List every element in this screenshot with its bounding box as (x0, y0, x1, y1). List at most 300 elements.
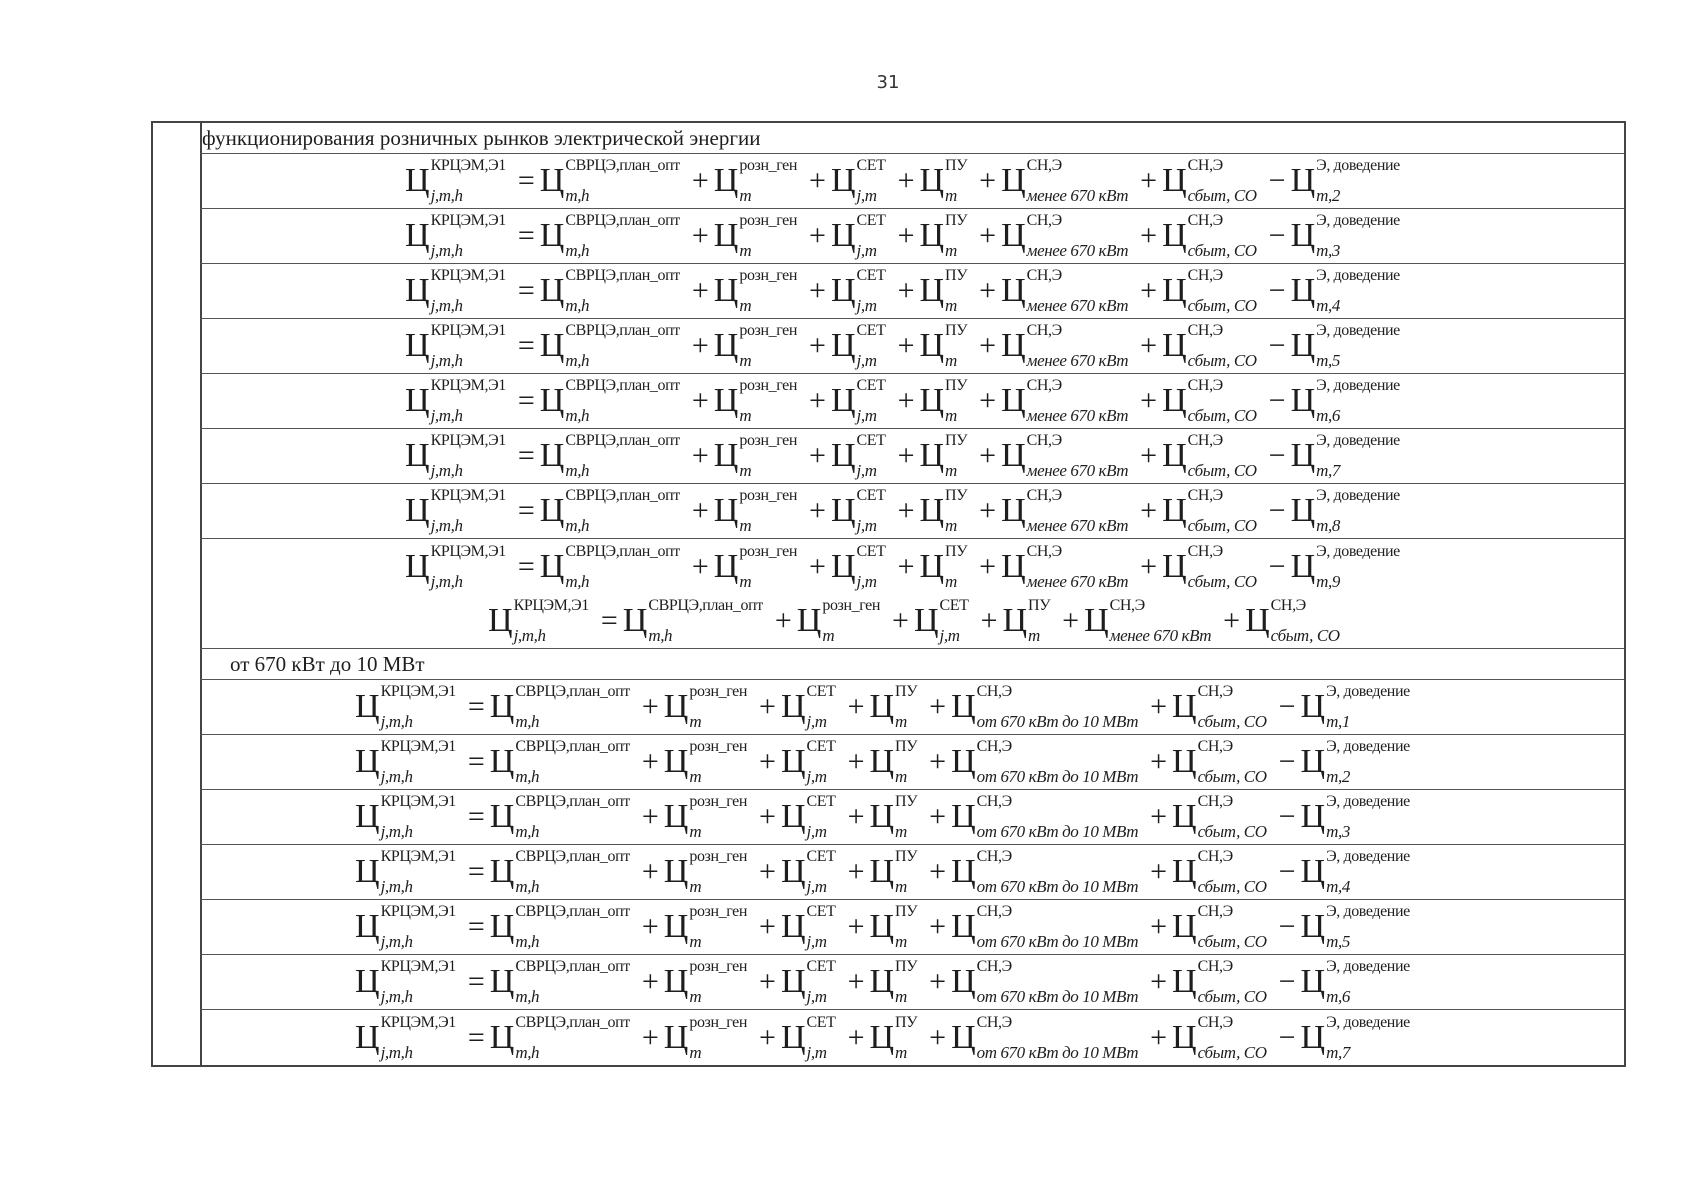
term-superscript: СЕТ (856, 377, 886, 394)
term-subscript: j,m,h (380, 712, 413, 731)
operator: + (929, 690, 947, 723)
term-subscript: m (689, 1042, 702, 1062)
term-subscript: m,h (565, 516, 590, 535)
term-superscript: ПУ (945, 542, 968, 560)
formula-term (781, 849, 836, 895)
formula-term (781, 684, 836, 730)
term-scripts (514, 598, 589, 644)
term-subscript: m,1 (1326, 712, 1350, 731)
formula-term (1162, 433, 1257, 479)
term-subscript: j,m,h (430, 351, 463, 370)
term-superscript: СЕТ (806, 793, 836, 810)
formula-term (405, 268, 506, 314)
term-subscript: m,6 (1326, 987, 1350, 1006)
term-scripts (739, 213, 797, 259)
formula-term (1001, 323, 1128, 369)
term-scripts (1188, 544, 1257, 590)
operator: + (980, 604, 998, 637)
tariff-symbol: Ц (780, 688, 806, 725)
term-subscript: m,2 (1316, 186, 1340, 205)
tariff-symbol: Ц (1290, 272, 1316, 309)
term-subscript: сбыт, СО (1197, 822, 1267, 841)
formula-term (869, 849, 917, 895)
term-subscript: m,h (515, 767, 540, 786)
term-scripts (1110, 598, 1212, 644)
tariff-symbol: Ц (1002, 602, 1028, 639)
formula-term (488, 598, 589, 644)
term-subscript: j,m,h (513, 626, 546, 645)
term-scripts (945, 213, 967, 259)
formula-term (540, 213, 680, 259)
operator: + (897, 329, 915, 362)
term-scripts (381, 684, 456, 730)
term-scripts (1198, 794, 1267, 840)
formula-term (919, 433, 967, 479)
operator: + (929, 910, 947, 943)
formula-term (1301, 849, 1410, 895)
term-superscript: СН,Э (1197, 848, 1233, 865)
operator: + (691, 494, 709, 527)
operator: + (1150, 800, 1168, 833)
formula (405, 433, 1400, 479)
formula-term (490, 684, 630, 730)
term-subscript: сбыт, СО (1187, 296, 1257, 315)
operator: + (691, 329, 709, 362)
formula (405, 158, 1400, 204)
term-scripts (1188, 158, 1257, 204)
term-superscript: ПУ (945, 212, 968, 229)
term-subscript: m (689, 767, 702, 786)
formula-term (1084, 598, 1211, 644)
operator: + (847, 965, 865, 998)
operator: + (979, 329, 997, 362)
operator: = (467, 745, 485, 778)
tariff-symbol: Ц (919, 382, 945, 419)
term-superscript: СЕТ (806, 1013, 836, 1031)
term-subscript: сбыт, СО (1187, 571, 1257, 591)
term-superscript: СН,Э (1187, 377, 1223, 394)
formula-term (919, 268, 967, 314)
term-superscript: КРЦЭМ,Э1 (380, 958, 456, 975)
term-scripts (515, 959, 630, 1005)
tariff-symbol: Ц (1172, 908, 1197, 945)
term-scripts (739, 378, 797, 424)
term-scripts (381, 739, 456, 785)
term-superscript: СЕТ (806, 738, 836, 755)
formula-term (919, 544, 967, 590)
term-subscript: m,8 (1316, 516, 1340, 535)
term-superscript: розн_ген (739, 487, 798, 504)
tariff-symbol: Ц (796, 602, 822, 639)
formula-term (951, 739, 1138, 785)
term-superscript: СВРЦЭ,план_опт (515, 738, 630, 755)
term-subscript: m,h (515, 1042, 540, 1062)
tariff-symbol: Ц (780, 743, 806, 780)
term-scripts (431, 323, 506, 369)
tariff-symbol: Ц (489, 798, 515, 835)
operator: + (1140, 384, 1158, 417)
term-superscript: Э, доведение (1326, 683, 1410, 700)
operator: + (691, 439, 709, 472)
tariff-symbol: Ц (488, 602, 513, 639)
operator: + (897, 219, 915, 252)
formula-term (781, 1015, 836, 1061)
formula-row (200, 1010, 1624, 1065)
term-superscript: ПУ (945, 377, 968, 394)
operator: + (759, 745, 776, 778)
tariff-symbol: Ц (1162, 327, 1187, 364)
term-scripts (1188, 378, 1257, 424)
term-subscript: m (945, 406, 957, 425)
formula-term (1002, 598, 1050, 644)
operator: + (641, 745, 659, 778)
term-subscript: m,2 (1326, 767, 1350, 786)
operator: + (929, 855, 947, 888)
term-superscript: розн_ген (739, 432, 798, 449)
term-scripts (1198, 904, 1267, 950)
operator: + (847, 910, 865, 943)
operator: + (759, 690, 776, 723)
formula-term (831, 268, 886, 314)
formula-term (1172, 794, 1267, 840)
term-scripts (1316, 488, 1400, 534)
operator: + (897, 549, 915, 583)
operator: + (847, 1020, 865, 1054)
formula-term (919, 488, 967, 534)
term-subscript: j,m (806, 987, 827, 1006)
formula-term (1301, 739, 1410, 785)
operator: + (1140, 549, 1158, 583)
term-scripts (431, 268, 506, 314)
operator: = (517, 219, 535, 252)
term-superscript: Э, доведение (1316, 432, 1400, 449)
tariff-symbol: Ц (913, 602, 939, 639)
term-scripts (1198, 684, 1267, 730)
term-superscript: СН,Э (1197, 683, 1233, 700)
term-subscript: m,h (565, 241, 590, 260)
formula-final (488, 598, 1340, 644)
operator: = (467, 855, 485, 888)
formula-term (490, 904, 630, 950)
term-scripts (807, 794, 836, 840)
formula-term (714, 268, 797, 314)
term-subscript: сбыт, СО (1187, 241, 1257, 260)
tariff-symbol: Ц (951, 908, 976, 945)
operator: = (517, 439, 535, 472)
operator: + (809, 549, 826, 583)
term-scripts (1326, 904, 1410, 950)
term-superscript: Э, доведение (1326, 958, 1410, 975)
term-superscript: СН,Э (1270, 597, 1306, 614)
operator: − (1268, 329, 1286, 362)
tariff-symbol: Ц (355, 798, 380, 835)
term-superscript: СЕТ (806, 683, 836, 700)
term-scripts (1188, 433, 1257, 479)
formula-term (919, 213, 967, 259)
formula-term (831, 433, 886, 479)
term-superscript: СВРЦЭ,план_опт (565, 267, 680, 284)
term-scripts (431, 158, 506, 204)
term-subscript: m,h (648, 626, 673, 645)
term-subscript: от 670 кВт до 10 МВт (976, 712, 1139, 731)
term-superscript: розн_ген (689, 738, 748, 755)
term-subscript: m (945, 296, 957, 315)
term-subscript: m,7 (1316, 461, 1340, 480)
term-scripts (945, 323, 967, 369)
operator: + (809, 274, 826, 307)
section-label: от 670 кВт до 10 МВт (230, 651, 425, 676)
tariff-symbol: Ц (1290, 217, 1316, 254)
operator: = (517, 164, 535, 197)
formula-term (355, 959, 456, 1005)
tariff-symbol: Ц (1300, 908, 1326, 945)
term-scripts (381, 1015, 456, 1061)
term-subscript: j,m,h (430, 296, 463, 315)
term-superscript: СН,Э (976, 738, 1012, 755)
formula-term (831, 323, 886, 369)
tariff-symbol: Ц (405, 272, 430, 309)
formula-term (1001, 213, 1128, 259)
formula-row (200, 539, 1624, 594)
term-superscript: СН,Э (1187, 157, 1223, 174)
formula (355, 684, 1410, 730)
formula-term (919, 158, 967, 204)
tariff-symbol: Ц (869, 908, 895, 945)
formula-term (540, 268, 680, 314)
operator: + (897, 494, 915, 527)
formula-row (200, 735, 1624, 790)
tariff-symbol: Ц (1001, 382, 1026, 419)
term-superscript: КРЦЭМ,Э1 (430, 542, 506, 560)
formula-term (355, 739, 456, 785)
term-subscript: менее 670 кВт (1109, 626, 1212, 645)
formula-row (200, 680, 1624, 735)
term-scripts (857, 544, 886, 590)
term-scripts (857, 488, 886, 534)
term-subscript: j,m,h (380, 1042, 413, 1062)
tariff-symbol: Ц (780, 908, 806, 945)
term-subscript: менее 670 кВт (1026, 351, 1129, 370)
term-subscript: j,m (806, 877, 827, 896)
term-subscript: m (945, 461, 957, 480)
operator: + (979, 219, 997, 252)
term-superscript: ПУ (895, 958, 918, 975)
tariff-symbol: Ц (539, 547, 565, 585)
formula-term (951, 959, 1138, 1005)
term-scripts (1326, 794, 1410, 840)
tariff-symbol: Ц (1245, 602, 1270, 639)
term-superscript: ПУ (945, 267, 968, 284)
term-scripts (895, 959, 917, 1005)
term-superscript: СН,Э (1109, 597, 1145, 614)
term-superscript: Э, доведение (1316, 267, 1400, 284)
formula (355, 794, 1410, 840)
formula-term (490, 959, 630, 1005)
tariff-symbol: Ц (869, 1018, 895, 1056)
term-subscript: сбыт, СО (1187, 406, 1257, 425)
term-scripts (940, 598, 969, 644)
term-scripts (689, 794, 747, 840)
term-subscript: j,m (806, 932, 827, 951)
term-subscript: менее 670 кВт (1026, 186, 1129, 205)
operator: = (467, 1020, 485, 1054)
term-subscript: m,3 (1326, 822, 1350, 841)
tariff-symbol: Ц (1290, 547, 1316, 585)
term-superscript: СН,Э (976, 848, 1012, 865)
operator: + (847, 690, 865, 723)
tariff-symbol: Ц (663, 853, 689, 890)
formula-term (951, 904, 1138, 950)
term-scripts (565, 433, 680, 479)
term-subscript: j,m (856, 296, 877, 315)
term-superscript: розн_ген (739, 542, 798, 560)
term-scripts (1316, 268, 1400, 314)
term-scripts (689, 904, 747, 950)
formula-term (355, 684, 456, 730)
term-superscript: ПУ (895, 1013, 918, 1031)
term-scripts (1028, 598, 1050, 644)
term-subscript: m (945, 351, 957, 370)
operator: + (979, 494, 997, 527)
term-superscript: СН,Э (1026, 487, 1062, 504)
term-scripts (895, 1015, 917, 1061)
formula-term (1162, 378, 1257, 424)
term-superscript: КРЦЭМ,Э1 (513, 597, 589, 614)
term-scripts (565, 213, 680, 259)
operator: + (691, 219, 709, 252)
term-subscript: сбыт, СО (1270, 626, 1340, 645)
tariff-symbol: Ц (539, 437, 565, 474)
formula-term (951, 794, 1138, 840)
term-scripts (1198, 739, 1267, 785)
tariff-symbol: Ц (1172, 798, 1197, 835)
term-subscript: от 670 кВт до 10 МВт (976, 822, 1139, 841)
formula-row (200, 955, 1624, 1010)
tariff-symbol: Ц (663, 798, 689, 835)
operator: + (929, 965, 947, 998)
formula-group-small (153, 154, 1624, 594)
formula-term (869, 684, 917, 730)
term-superscript: Э, доведение (1326, 793, 1410, 810)
term-subscript: m (945, 186, 957, 205)
term-subscript: j,m (856, 406, 877, 425)
term-subscript: m,6 (1316, 406, 1340, 425)
operator: + (641, 965, 659, 998)
term-superscript: СН,Э (1197, 738, 1233, 755)
formula-term (1291, 213, 1400, 259)
operator: + (809, 384, 826, 417)
term-scripts (515, 739, 630, 785)
tariff-symbol: Ц (919, 327, 945, 364)
term-subscript: сбыт, СО (1197, 1042, 1267, 1062)
operator: + (847, 855, 865, 888)
operator: = (517, 384, 535, 417)
term-scripts (807, 849, 836, 895)
formula-term (914, 598, 969, 644)
tariff-symbol: Ц (1084, 602, 1109, 639)
formula-term (714, 213, 797, 259)
term-subscript: менее 670 кВт (1026, 461, 1129, 480)
term-scripts (515, 904, 630, 950)
formula-term (405, 213, 506, 259)
term-scripts (1316, 213, 1400, 259)
tariff-symbol: Ц (1162, 437, 1187, 474)
operator: − (1278, 910, 1296, 943)
formula-row (200, 319, 1624, 374)
term-subscript: менее 670 кВт (1026, 296, 1129, 315)
operator: + (1140, 274, 1158, 307)
operator: − (1278, 855, 1296, 888)
formula-term (1172, 904, 1267, 950)
term-scripts (1027, 323, 1129, 369)
term-subscript: j,m (856, 351, 877, 370)
formula-term (781, 794, 836, 840)
tariff-symbol: Ц (1290, 437, 1316, 474)
formula-term (869, 739, 917, 785)
operator: + (897, 274, 915, 307)
tariff-symbol: Ц (830, 217, 856, 254)
term-superscript: розн_ген (739, 267, 798, 284)
term-subscript: m,9 (1316, 571, 1340, 591)
tariff-symbol: Ц (951, 798, 976, 835)
term-superscript: СЕТ (939, 597, 969, 614)
term-subscript: m (945, 516, 957, 535)
term-subscript: j,m (856, 461, 877, 480)
term-subscript: сбыт, СО (1187, 351, 1257, 370)
term-superscript: розн_ген (739, 377, 798, 394)
term-subscript: менее 670 кВт (1026, 406, 1129, 425)
formula-term (1162, 213, 1257, 259)
term-superscript: розн_ген (739, 212, 798, 229)
formula-term (714, 323, 797, 369)
tariff-symbol: Ц (489, 963, 515, 1000)
term-scripts (1326, 1015, 1410, 1061)
tariff-symbol: Ц (1172, 743, 1197, 780)
term-scripts (565, 378, 680, 424)
tariff-symbol: Ц (830, 272, 856, 309)
term-scripts (857, 158, 886, 204)
formula-row (200, 154, 1624, 209)
formula-term (664, 739, 747, 785)
formula-term (1001, 433, 1128, 479)
term-subscript: m,h (515, 712, 540, 731)
operator: + (759, 855, 776, 888)
term-scripts (1027, 378, 1129, 424)
operator: + (1140, 329, 1158, 362)
term-superscript: СЕТ (806, 903, 836, 920)
term-scripts (739, 544, 797, 590)
term-superscript: СН,Э (976, 903, 1012, 920)
operator: + (691, 274, 709, 307)
tariff-symbol: Ц (489, 1018, 515, 1056)
term-scripts (1188, 488, 1257, 534)
term-subscript: m (689, 877, 702, 896)
operator: + (774, 604, 792, 637)
tariff-symbol: Ц (1290, 382, 1316, 419)
tariff-symbol: Ц (919, 547, 945, 585)
table-left-column (153, 123, 202, 1065)
tariff-symbol: Ц (830, 547, 856, 585)
tariff-symbol: Ц (869, 963, 895, 1000)
term-scripts (1271, 598, 1340, 644)
term-superscript: СЕТ (856, 267, 886, 284)
formula-term (623, 598, 763, 644)
formula (405, 323, 1400, 369)
term-scripts (1027, 158, 1129, 204)
term-superscript: Э, доведение (1316, 377, 1400, 394)
tariff-symbol: Ц (1162, 217, 1187, 254)
term-superscript: СЕТ (856, 212, 886, 229)
